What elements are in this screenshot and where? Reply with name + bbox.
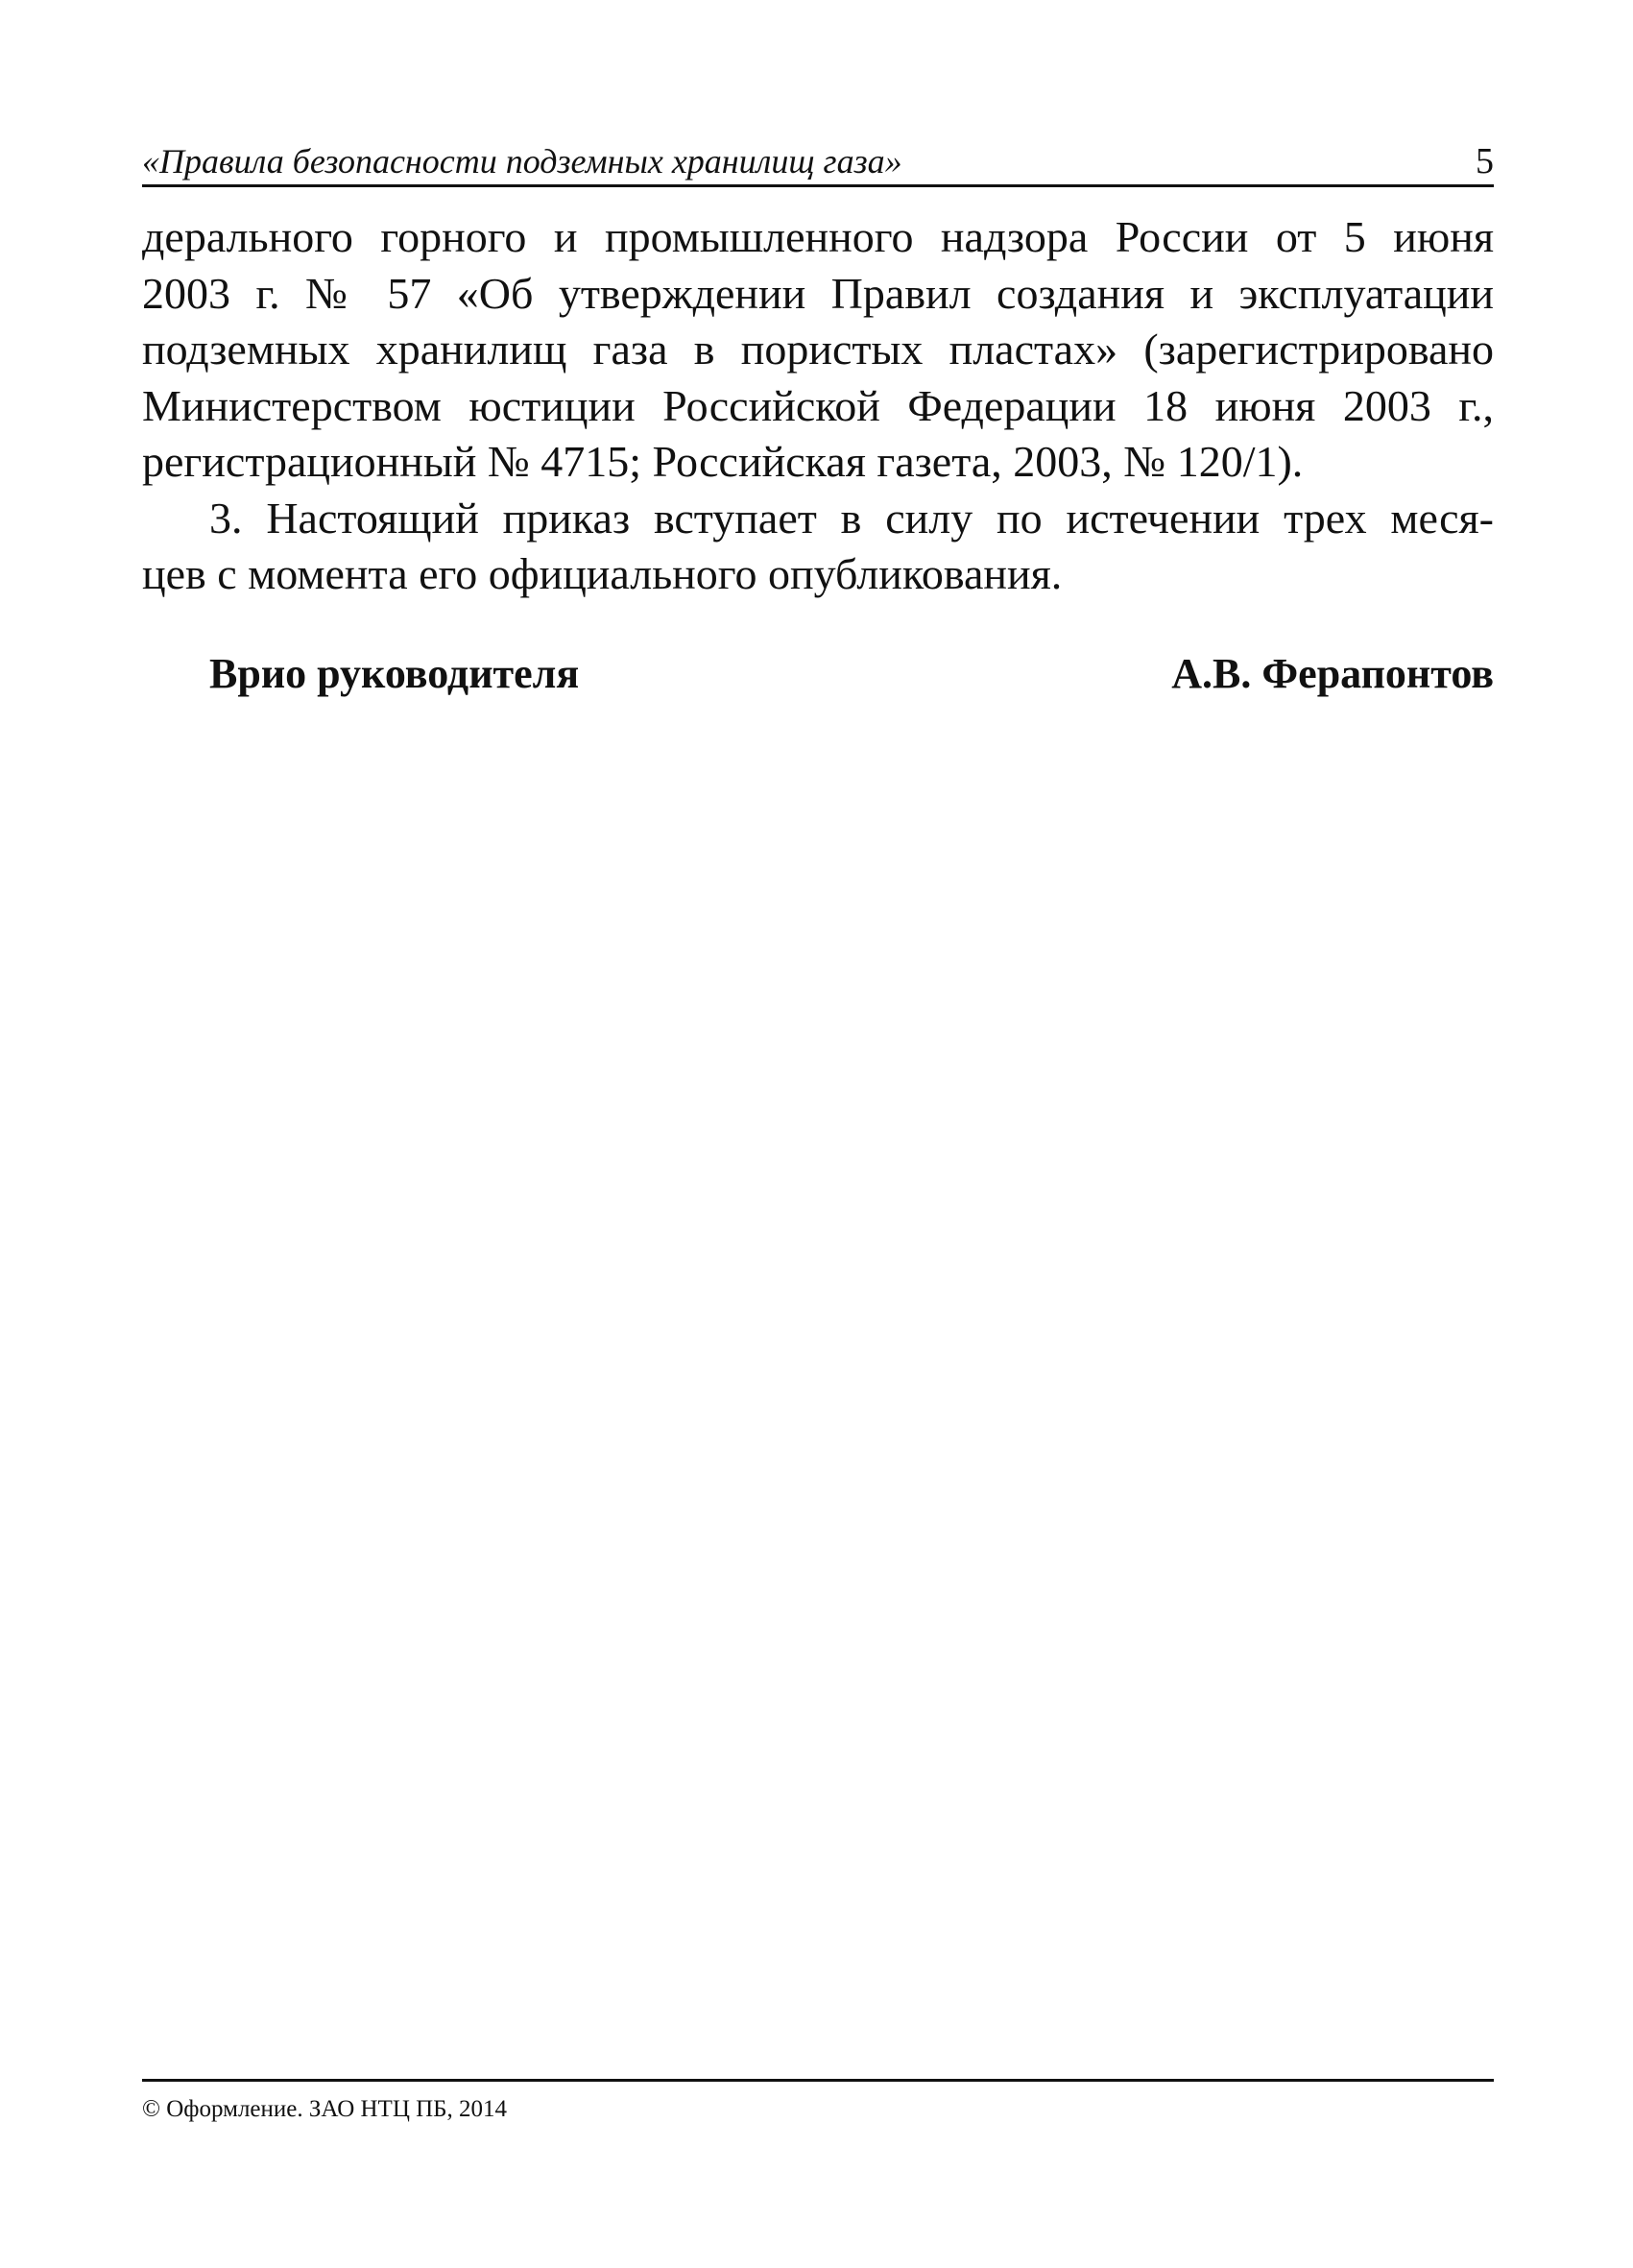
running-header-title: «Правила безопасности подземных хранилищ газа» bbox=[142, 142, 902, 181]
page-number: 5 bbox=[1476, 141, 1494, 181]
signatory-name: А.В. Ферапонтов bbox=[1171, 650, 1494, 697]
body-line: дерального горного и промышленного надзора России от 5 июня bbox=[142, 212, 1494, 261]
signature-block bbox=[142, 645, 1494, 703]
body-line: 2003 г. № 57 «Об утверждении Правил создания и эксплуатации bbox=[142, 268, 1494, 318]
footer-divider bbox=[142, 2079, 1494, 2082]
running-header bbox=[142, 134, 1494, 187]
body-line: Министерством юстиции Российской Федерации 18 июня 2003 г., bbox=[142, 380, 1494, 430]
body-line: цев с момента его официального опубликования. bbox=[142, 549, 1063, 598]
body-text bbox=[142, 209, 1494, 603]
signatory-role: Врио руководителя bbox=[209, 650, 580, 697]
footer-copyright: © Оформление. ЗАО НТЦ ПБ, 2014 bbox=[142, 2096, 508, 2122]
body-line: регистрационный № 4715; Российская газета, 2003, № 120/1). bbox=[142, 437, 1304, 486]
body-line: подземных хранилищ газа в пористых пластах» (зарегистрировано bbox=[142, 325, 1494, 374]
body-line: 3. Настоящий приказ вступает в силу по истечении трех меся- bbox=[209, 493, 1494, 543]
